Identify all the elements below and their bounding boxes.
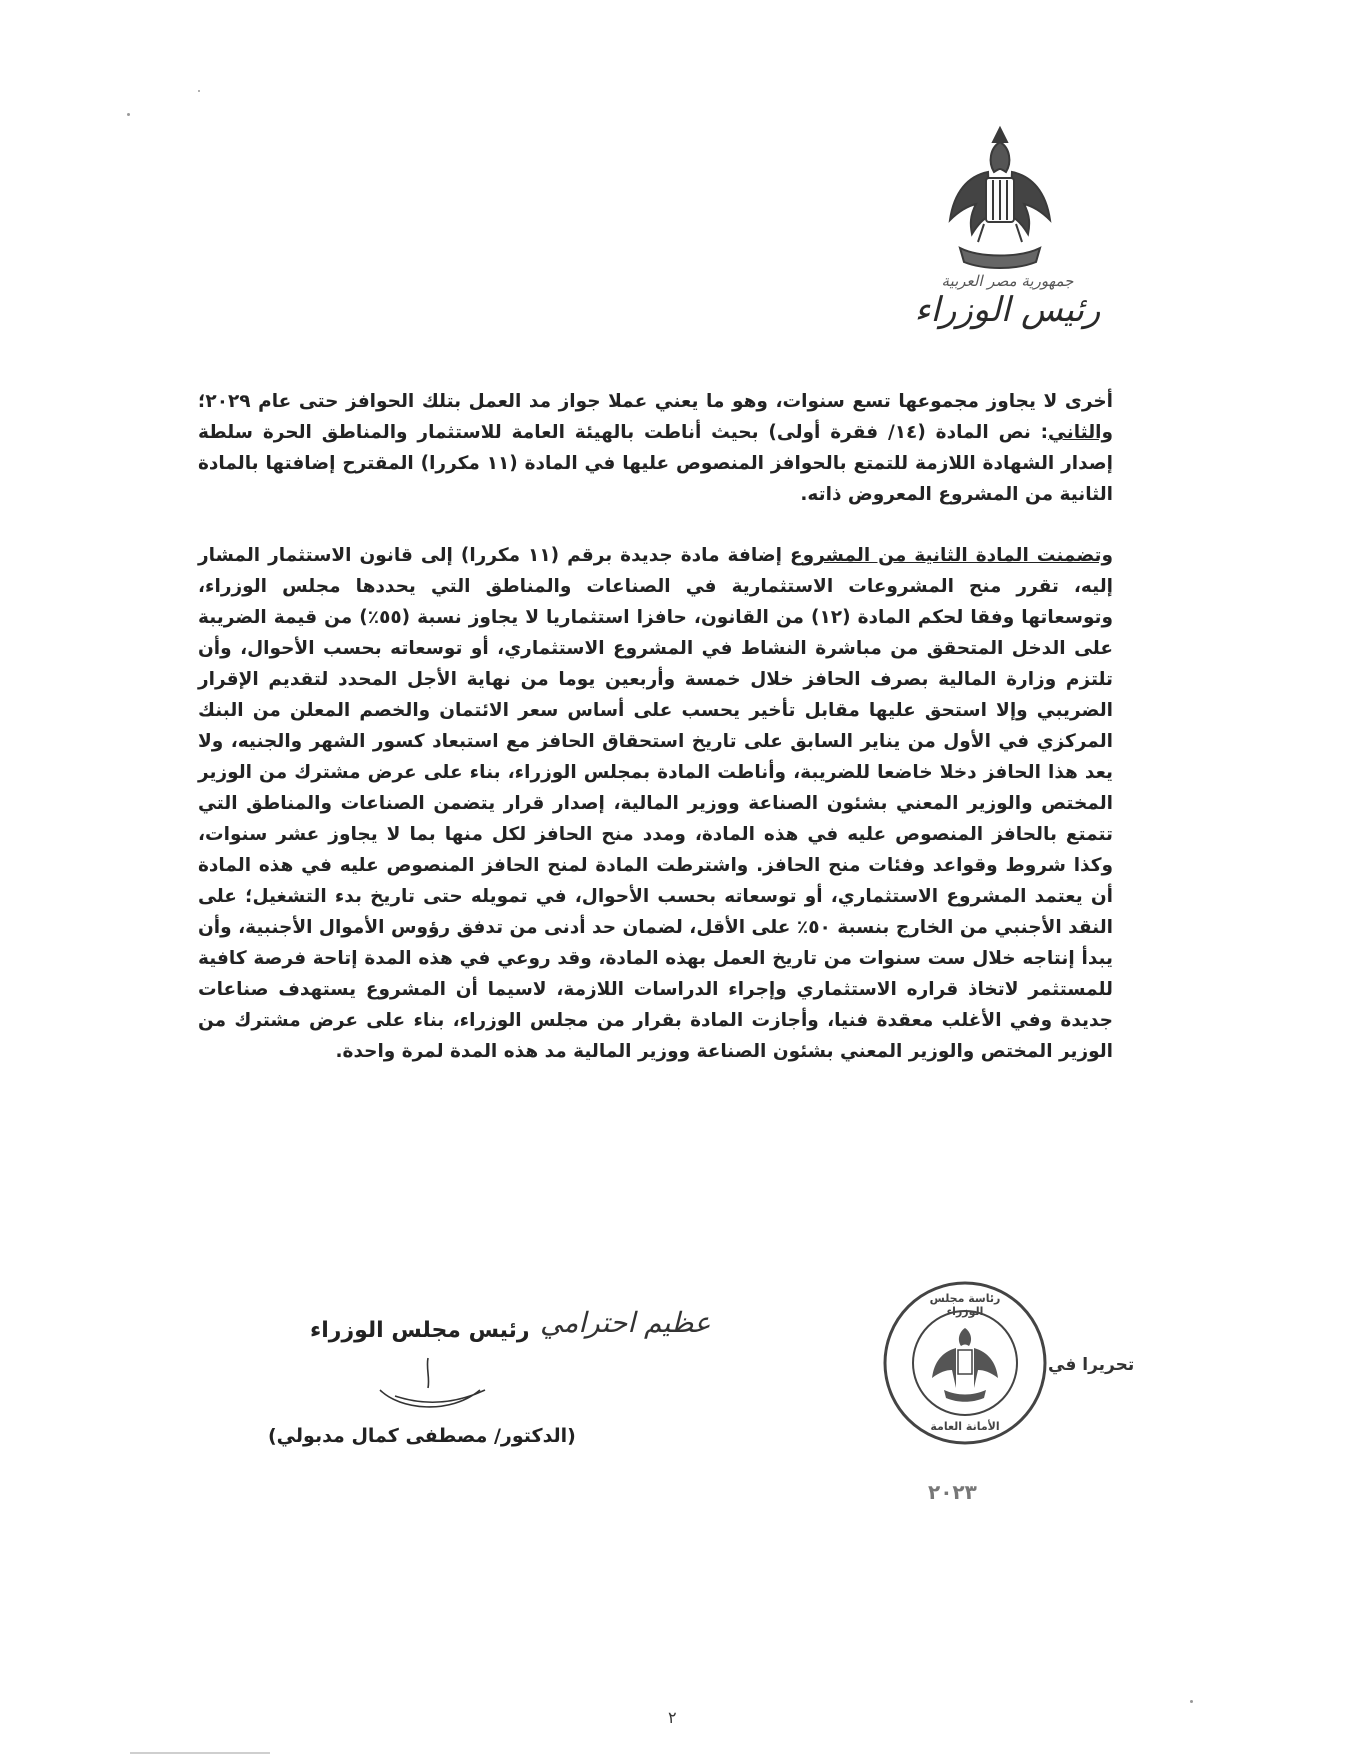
eagle-emblem-icon bbox=[940, 120, 1060, 280]
scan-artifact-line bbox=[130, 1752, 270, 1754]
paragraph-1-text-a: أخرى لا يجاوز مجموعها تسع سنوات، وهو ما يعني عملا جواز مد العمل بتلك الحوافز حتى عام ٢٠٢٩؛ bbox=[198, 391, 1113, 412]
letterhead-office: رئيس الوزراء bbox=[914, 290, 1101, 330]
scan-speck bbox=[198, 90, 200, 92]
written-at-label: تحريرا في bbox=[1048, 1355, 1135, 1375]
seal-text-layer bbox=[880, 1278, 1050, 1448]
seal-top-text: رئاسة مجلس الوزراء bbox=[929, 1292, 1001, 1318]
paragraph-1 bbox=[198, 386, 1113, 510]
paragraph-2 bbox=[198, 540, 1113, 1067]
paragraph-1-label: والثاني bbox=[1048, 422, 1113, 443]
signature-title: رئيس مجلس الوزراء bbox=[310, 1318, 530, 1343]
stamp-smudge: ٢٠٢٣ bbox=[928, 1480, 977, 1504]
page-number: ٢ bbox=[668, 1708, 677, 1727]
paragraph-2-text: إضافة مادة جديدة برقم (١١ مكررا) إلى قانون الاستثمار المشار إليه، تقرر منح المشروعات الاستثمارية في الصناعات والمناطق التي يحددها مجلس الوزراء، وتوسعاتها وفقا لحكم المادة (١٢) من القانون، حافزا استثماريا لا يجاوز نسبة (٥٥٪) من قيمة الضريبة على الدخل المتحقق من مباشرة النشاط في المشروع الاستثماري، أو توسعاته بحسب الأحوال، وأن تلتزم وزارة المالية بصرف الحافز خلال خمسة وأربعين يوما من نهاية الأجل المحدد لتقديم الإقرار الضريبي وإلا استحق عليها مقابل تأخير يحسب على أساس سعر الائتمان والخصم المعلن من البنك المركزي في الأول من يناير السابق على تاريخ استحقاق الحافز مع استبعاد كسور الشهر والجنيه، ولا يعد هذا الحافز دخلا خاضعا للضريبة، وأناطت المادة بمجلس الوزراء، بناء على عرض مشترك من الوزير المختص والوزير المعني بشئون الصناعة ووزير المالية، إصدار قرار يتضمن الصناعات والمناطق التي تتمتع بالحافز المنصوص عليه في هذه المادة، ومدد منح الحافز لكل منها بما لا يجاوز عشر سنوات، وكذا شروط وقواعد وفئات منح الحافز. واشترطت المادة لمنح الحافز المنصوص عليه في هذه المادة أن يعتمد المشروع الاستثماري، أو توسعاته بحسب الأحوال، في تمويله حتى تاريخ بدء التشغيل؛ على النقد الأجنبي من الخارج بنسبة ٥٠٪ على الأقل، لضمان حد أدنى من تدفق رؤوس الأموال الأجنبية، وأن يبدأ إنتاجه خلال ست سنوات من تاريخ العمل بهذه المادة، وقد روعي في هذه المدة إتاحة فرصة كافية للمستثمر لاتخاذ قراره الاستثماري وإجراء الدراسات اللازمة، لاسيما أن المشروع يستهدف صناعات جديدة وفي الأغلب معقدة فنيا، وأجازت المادة بقرار من مجلس الوزراء، بناء على عرض مشترك من الوزير المختص والوزير المعني بشئون الصناعة ووزير المالية مد هذه المدة لمرة واحدة. bbox=[198, 545, 1114, 1062]
body-text bbox=[198, 386, 1113, 1067]
letterhead-country: جمهورية مصر العربية bbox=[941, 272, 1074, 290]
scan-speck bbox=[1190, 1700, 1193, 1703]
scan-speck bbox=[127, 113, 130, 116]
signatory-name: (الدكتور/ مصطفى كمال مدبولي) bbox=[268, 1425, 576, 1447]
handwritten-closing: عظيم احترامي bbox=[540, 1306, 711, 1339]
seal-bottom-text: الأمانة العامة bbox=[930, 1420, 1000, 1433]
letterhead bbox=[910, 272, 1105, 330]
paragraph-1-text-b: : نص المادة (١٤/ فقرة أولى) بحيث أناطت بالهيئة العامة للاستثمار والمناطق الحرة سلطة إصدار الشهادة اللازمة للتمتع بالحوافز المنصوص عليها في المادة (١١ مكررا) المقترح إضافتها بالمادة الثانية من المشروع المعروض ذاته. bbox=[198, 422, 1114, 505]
signature-mark-icon bbox=[350, 1350, 510, 1425]
paragraph-2-lead: وتضمنت المادة الثانية من المشروع bbox=[790, 545, 1114, 566]
official-seal bbox=[880, 1278, 1050, 1448]
